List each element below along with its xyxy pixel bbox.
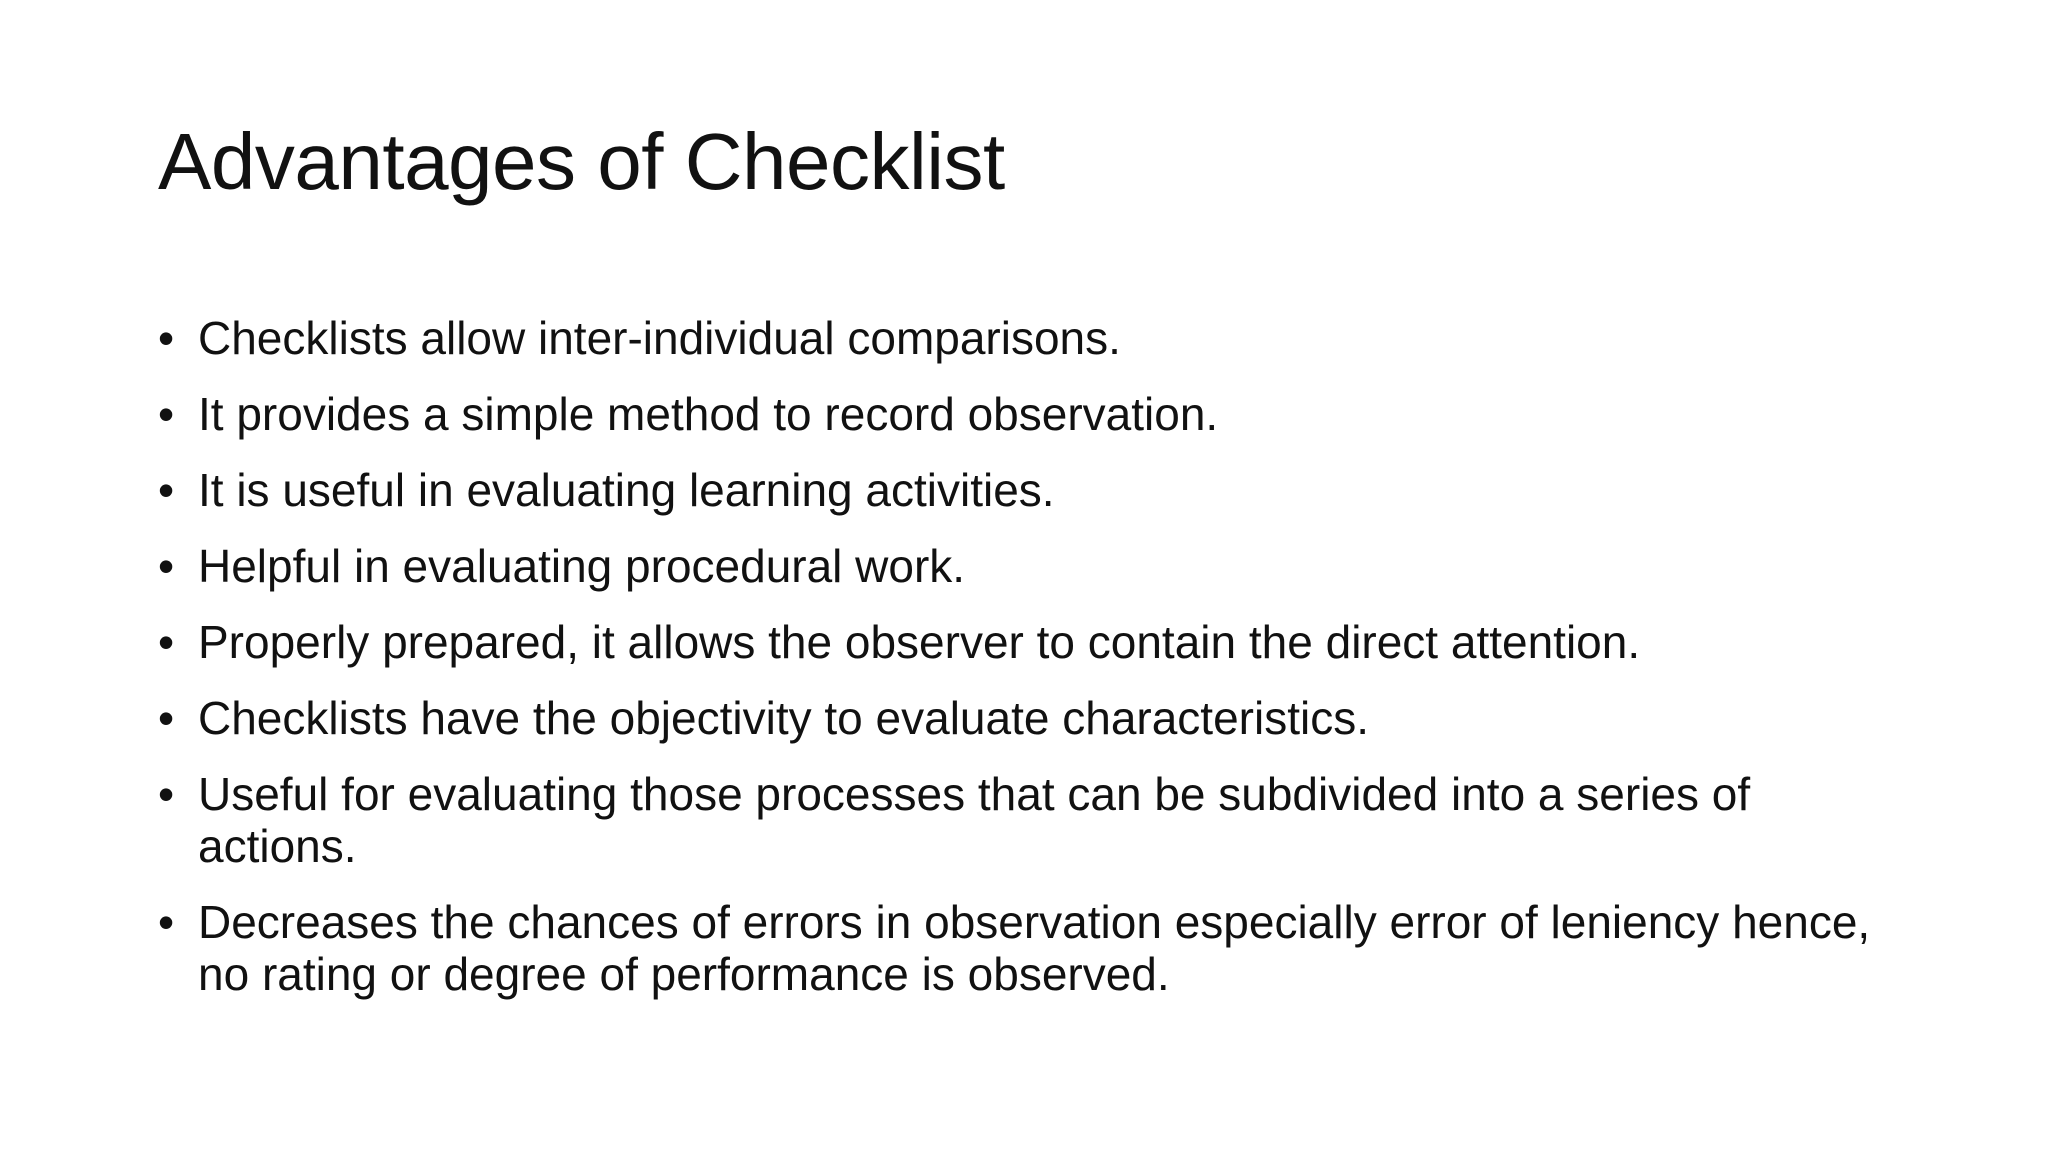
bullet-item [158,388,1918,440]
bullet-text: Decreases the chances of errors in observation especially error of leniency hence, no rating or degree of performance is observed. [198,896,1871,1000]
bullet-text: Helpful in evaluating procedural work. [198,540,966,592]
bullet-item [158,896,1918,1000]
bullet-item [158,540,1918,592]
bullet-icon: • [158,616,175,668]
bullet-item [158,464,1918,516]
bullet-icon: • [158,768,175,820]
bullet-text: Properly prepared, it allows the observer to contain the direct attention. [198,616,1641,668]
bullet-icon: • [158,692,175,744]
bullet-text: It is useful in evaluating learning activities. [198,464,1055,516]
bullet-item [158,616,1918,668]
bullet-list [158,312,1918,1024]
bullet-icon: • [158,464,175,516]
bullet-text: Checklists have the objectivity to evaluate characteristics. [198,692,1369,744]
bullet-item [158,768,1918,872]
bullet-item [158,312,1918,364]
bullet-text: Checklists allow inter-individual comparisons. [198,312,1121,364]
slide-title: Advantages of Checklist [158,117,1005,206]
bullet-icon: • [158,388,175,440]
bullet-icon: • [158,896,175,948]
bullet-text: Useful for evaluating those processes that can be subdivided into a series of actions. [198,768,1751,872]
bullet-icon: • [158,540,175,592]
bullet-text: It provides a simple method to record observation. [198,388,1219,440]
bullet-icon: • [158,312,175,364]
bullet-item [158,692,1918,744]
